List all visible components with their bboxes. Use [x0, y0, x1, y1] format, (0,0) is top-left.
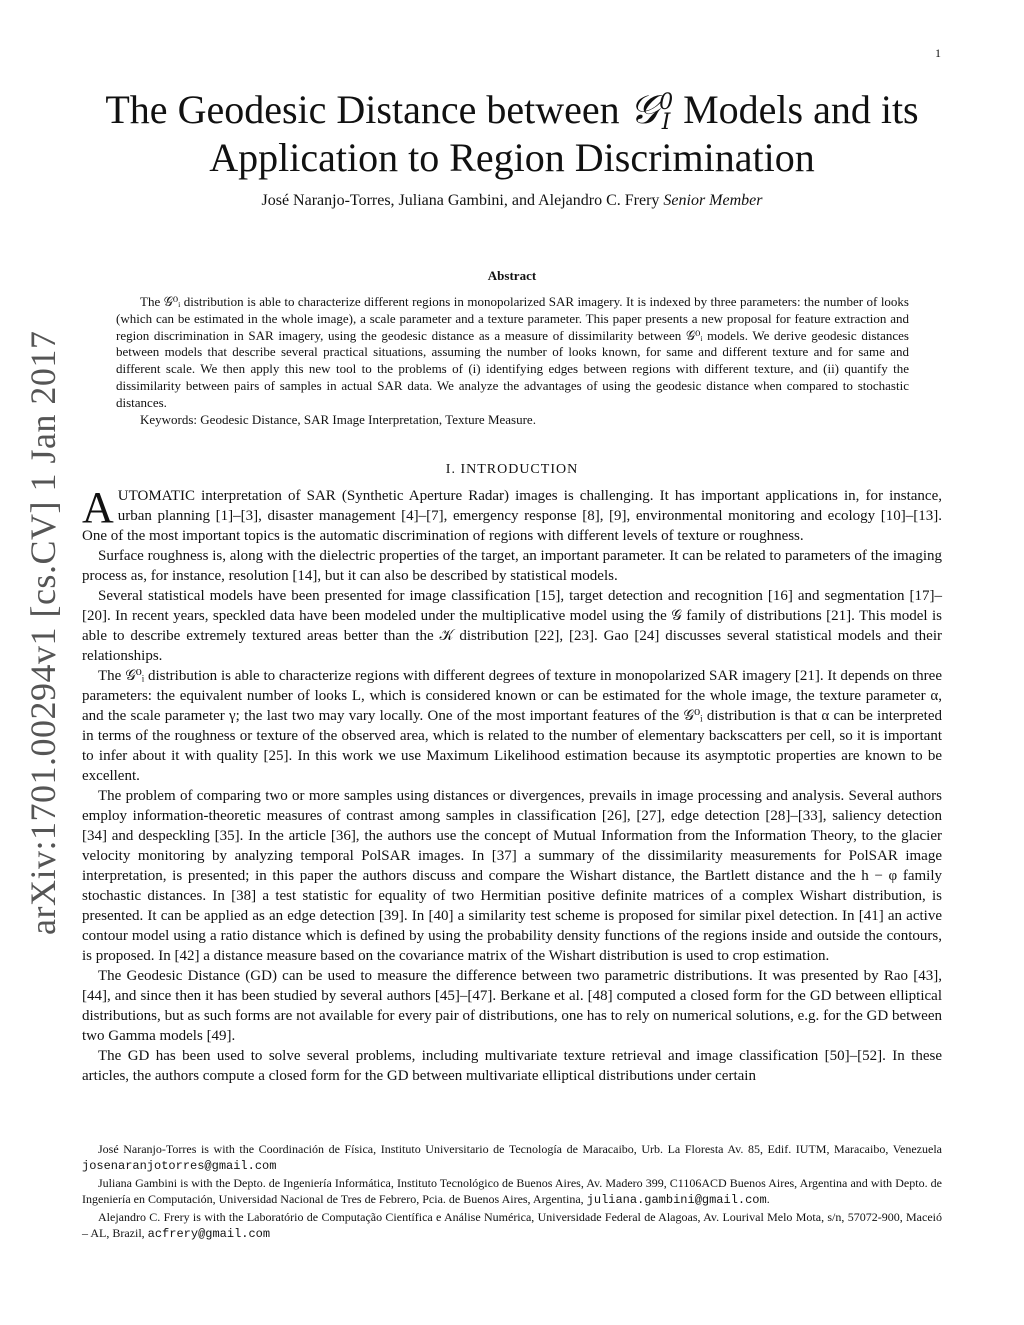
abstract-keywords: Keywords: Geodesic Distance, SAR Image Interpretation, Texture Measure. — [140, 411, 536, 427]
title-math-sub: I — [661, 110, 671, 135]
title-line1-end: Models and its — [673, 87, 919, 132]
title-line1-start: The Geodesic Distance between — [105, 87, 630, 132]
paragraph: AUTOMATIC interpretation of SAR (Synthetic Aperture Radar) images is challenging. It has important applications in, for instance, urban planning [1]–[3], disaster management [4]–[7], emergency response [8], [9], environmental monitoring and ecology [10]–[13]. One of the most important topics is the automatic discrimination of regions with different levels of texture or roughness. — [82, 483, 942, 544]
paragraph: The GD has been used to solve several problems, including multivariate texture retrieval and image classification [50]–[52]. In these articles, the authors compute a closed form for the GD between multivariate elliptical distributions under certain — [82, 1048, 942, 1084]
footnote: José Naranjo-Torres is with the Coordinación de Física, Instituto Universitario de Tecnología de Maracaibo, Urb. La Floresta Av. 85, Edif. IUTM, Maracaibo, Venezuela josenaranjotorres@gmail.com — [82, 1142, 942, 1173]
title-line2: Application to Region Discrimination — [209, 135, 815, 180]
arxiv-stamp: arXiv:1701.00294v1 [cs.CV] 1 Jan 2017 — [23, 330, 63, 935]
abstract-heading: Abstract — [487, 268, 537, 283]
section-title-introduction: I. INTRODUCTION — [445, 462, 579, 477]
email-link[interactable]: acfrery@gmail.com — [147, 1226, 271, 1241]
paragraph: Surface roughness is, along with the dielectric properties of the target, an important parameter. It can be related to parameters of the imaging process as, for instance, resolution [14], but it can also be described by statistical models. — [82, 548, 942, 584]
title-math-sup: 0 — [659, 90, 674, 115]
footnote: Juliana Gambini is with the Depto. de Ingeniería Informática, Instituto Tecnológico de Buenos Aires, Av. Madero 399, C1106ACD Buenos Aires, Argentina and with Depto. de Ingeniería en Computación, Universidad Nacional de Tres de Febrero, Pcia. de Buenos Aires, Argentina, juliana.gambini@gmail.com. — [82, 1176, 942, 1207]
footnotes — [82, 1142, 942, 1244]
paragraph: The problem of comparing two or more samples using distances or divergences, prevails in image processing and analysis. Several authors employ information-theoretic measures of contrast among samples in classification [26], [27], edge detection [28]–[33], saliency detection [34] and despeckling [35]. In the article [36], the authors use the concept of Mutual Information from the Information Theory, to the glacier velocity monitoring by analyzing temporal PolSAR images. In [37] a summary of the dissimilarity measurements for PolSAR image interpretation, is presented; in this paper the authors discuss and compare the Wishart distance, the Bartlett distance and the h − φ family stochastic distances. In [38] a test statistic for equality of two Hermitian positive definite matrices of a complex Wishart distribution, is presented. It can be applied as an edge detection [39]. In [40] a similarity test scheme is proposed for similar pixel detection. In [41] an active contour model using a ratio distance which is defined by using the probability density functions of the regions inside and outside the contours, is proposed. In [42] a distance measure based on the covariance matrix of the Wishart distribution is used to crop estimation. — [82, 788, 942, 964]
title-math-symbol: 𝒢 0 I — [629, 87, 674, 135]
email-link[interactable]: josenaranjotorres@gmail.com — [82, 1158, 277, 1173]
paragraph: The 𝒢⁰ᵢ distribution is able to characterize regions with different degrees of texture in monopolarized SAR imagery [21]. It depends on three parameters: the equivalent number of looks L, which is considered known or can be estimated for the whole image, the texture parameter α, and the scale parameter γ; the last two may vary locally. One of the most important features of the 𝒢⁰ᵢ distribution is that α can be interpreted in terms of the roughness or texture of the observed area, which is related to the number of elementary backscatters per cell, so it is important to infer about it with quality [25]. In this work we use Maximum Likelihood estimation because its asymptotic properties are known to be excellent. — [82, 668, 942, 784]
paragraph: The Geodesic Distance (GD) can be used to measure the difference between two parametric distributions. It was presented by Rao [43], [44], and since then it has been studied by several authors [45]–[47]. Berkane et al. [48] computed a closed form for the GD between elliptical distributions, but as such forms are not available for every pair of distributions, one has to rely on numerical solutions, e.g. for the GD between two Gamma models [49]. — [82, 968, 942, 1044]
dropcap: A — [82, 483, 114, 532]
body-text — [82, 483, 942, 1086]
author-list — [60, 192, 964, 210]
page-number: 1 — [935, 46, 941, 60]
email-link[interactable]: juliana.gambini@gmail.com — [586, 1192, 767, 1207]
paragraph: Several statistical models have been presented for image classification [15], target detection and recognition [16] and segmentation [17]–[20]. In recent years, speckled data have been modeled under the multiplicative model using the 𝒢 family of distributions [21]. This model is able to describe extremely textured areas better than the 𝒦 distribution [22], [23]. Gao [24] discusses several statistical models and their relationships. — [82, 588, 942, 664]
abstract — [116, 294, 909, 428]
paper-title — [60, 86, 964, 182]
author-role: Senior Member — [663, 192, 763, 209]
author-names: José Naranjo-Torres, Juliana Gambini, and Alejandro C. Frery — [261, 192, 664, 209]
footnote: Alejandro C. Frery is with the Laboratório de Computação Científica e Análise Numérica, Universidade Federal de Alagoas, Av. Lourival Melo Mota, s/n, 57072-900, Maceió – AL, Brazil, acfrery@gmail.com — [82, 1210, 942, 1241]
abstract-text: The 𝒢⁰ᵢ distribution is able to characterize different regions in monopolarized SAR imagery. It is indexed by three parameters: the number of looks (which can be estimated in the whole image), a scale parameter and a texture parameter. This paper presents a new proposal for feature extraction and region discrimination in SAR imagery, using the geodesic distance as a measure of dissimilarity between 𝒢⁰ᵢ models. We derive geodesic distances between models that describe several practical situations, assuming the number of looks known, for same and different texture and for same and different scale. We then apply this new tool to the problems of (i) identifying edges between regions with different texture, and (ii) quantify the dissimilarity between pairs of samples in actual SAR data. We analyze the advantages of using the geodesic distance when compared to stochastic distances. — [116, 294, 909, 410]
